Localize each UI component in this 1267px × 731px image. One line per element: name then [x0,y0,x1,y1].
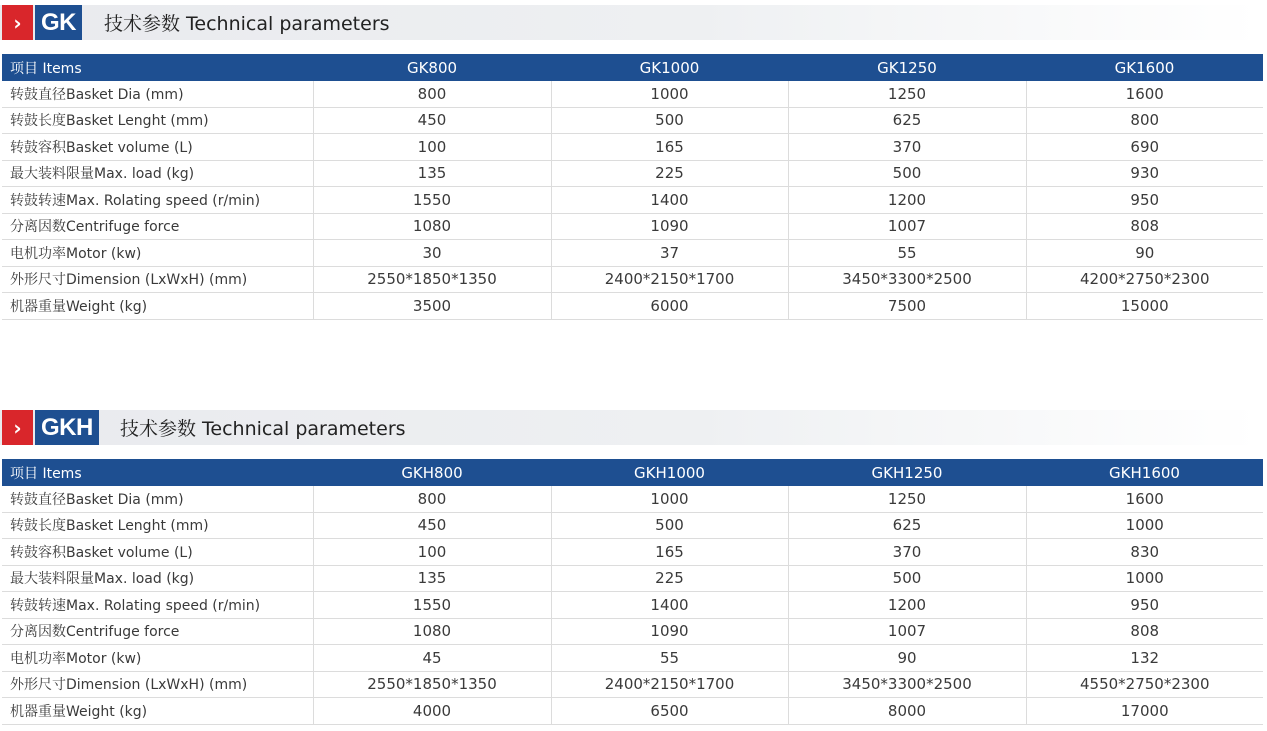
parameter-value: 4000 [313,698,551,725]
parameter-value: 100 [313,539,551,566]
parameter-value: 800 [313,486,551,512]
parameter-value: 1400 [551,592,788,619]
parameter-value: 225 [551,160,788,187]
column-header-model: GK1250 [788,54,1026,81]
table-row [2,107,1263,134]
parameter-value: 2400*2150*1700 [551,266,788,293]
parameter-value: 1007 [788,618,1026,645]
parameter-value: 500 [788,565,1026,592]
table-row [2,512,1263,539]
parameter-value: 7500 [788,293,1026,320]
parameter-value: 45 [313,645,551,672]
model-code: GK [35,5,82,40]
parameter-value: 450 [313,107,551,134]
table-row [2,293,1263,320]
parameter-label: 转鼓长度Basket Lenght (mm) [2,512,313,539]
parameter-value: 6000 [551,293,788,320]
parameter-value: 225 [551,565,788,592]
table-row [2,565,1263,592]
parameter-value: 1000 [551,81,788,107]
parameter-label: 外形尺寸Dimension (LxWxH) (mm) [2,671,313,698]
parameter-value: 3450*3300*2500 [788,266,1026,293]
parameter-value: 1000 [551,486,788,512]
parameter-label: 机器重量Weight (kg) [2,293,313,320]
column-header-items: 项目 Items [2,54,313,81]
parameter-value: 950 [1026,187,1263,214]
parameter-value: 1000 [1026,512,1263,539]
parameter-label: 转鼓转速Max. Rolating speed (r/min) [2,592,313,619]
parameter-value: 800 [313,81,551,107]
parameter-value: 1000 [1026,565,1263,592]
parameter-value: 4550*2750*2300 [1026,671,1263,698]
column-header-model: GK800 [313,54,551,81]
parameter-value: 808 [1026,213,1263,240]
parameter-value: 37 [551,240,788,267]
parameter-value: 55 [788,240,1026,267]
parameter-value: 1400 [551,187,788,214]
parameter-value: 690 [1026,134,1263,161]
parameter-value: 830 [1026,539,1263,566]
parameter-value: 625 [788,512,1026,539]
parameter-value: 950 [1026,592,1263,619]
column-header-model: GK1000 [551,54,788,81]
column-header-model: GKH1250 [788,459,1026,486]
parameter-value: 1600 [1026,486,1263,512]
column-header-model: GKH1000 [551,459,788,486]
parameter-value: 15000 [1026,293,1263,320]
parameter-value: 1550 [313,592,551,619]
parameter-value: 132 [1026,645,1263,672]
parameter-value: 1090 [551,213,788,240]
table-row [2,134,1263,161]
parameter-value: 8000 [788,698,1026,725]
parameters-table [2,459,1263,725]
parameter-value: 1550 [313,187,551,214]
table-row [2,187,1263,214]
model-code: GKH [35,410,99,445]
parameter-value: 1200 [788,592,1026,619]
chevron-right-icon: › [2,5,33,40]
parameter-value: 135 [313,160,551,187]
parameter-value: 370 [788,134,1026,161]
table-header-row [2,459,1263,486]
parameter-value: 500 [551,107,788,134]
gkh-parameters-section [0,405,1267,720]
parameter-label: 电机功率Motor (kw) [2,645,313,672]
column-header-model: GKH1600 [1026,459,1263,486]
parameter-value: 30 [313,240,551,267]
section-title: 技术参数 Technical parameters [104,13,390,35]
section-header [0,405,1267,449]
table-header-row [2,54,1263,81]
parameter-value: 90 [1026,240,1263,267]
section-header [0,0,1267,44]
parameter-label: 转鼓直径Basket Dia (mm) [2,486,313,512]
table-row [2,81,1263,107]
table-row [2,160,1263,187]
parameter-value: 1200 [788,187,1026,214]
parameter-value: 1007 [788,213,1026,240]
parameter-label: 分离因数Centrifuge force [2,213,313,240]
parameter-value: 1090 [551,618,788,645]
parameter-value: 165 [551,539,788,566]
parameter-label: 转鼓直径Basket Dia (mm) [2,81,313,107]
table-row [2,592,1263,619]
parameter-value: 165 [551,134,788,161]
table-row [2,240,1263,267]
parameter-value: 808 [1026,618,1263,645]
parameter-value: 1080 [313,618,551,645]
column-header-model: GK1600 [1026,54,1263,81]
table-row [2,486,1263,512]
table-row [2,645,1263,672]
table-row [2,671,1263,698]
parameter-value: 625 [788,107,1026,134]
parameter-value: 2550*1850*1350 [313,671,551,698]
parameter-value: 17000 [1026,698,1263,725]
parameter-label: 转鼓长度Basket Lenght (mm) [2,107,313,134]
parameter-value: 930 [1026,160,1263,187]
parameter-label: 电机功率Motor (kw) [2,240,313,267]
section-title: 技术参数 Technical parameters [120,418,406,440]
column-header-model: GKH800 [313,459,551,486]
parameter-label: 最大装料限量Max. load (kg) [2,565,313,592]
table-row [2,698,1263,725]
parameter-value: 100 [313,134,551,161]
parameter-value: 135 [313,565,551,592]
parameter-label: 外形尺寸Dimension (LxWxH) (mm) [2,266,313,293]
parameter-value: 500 [551,512,788,539]
parameter-value: 450 [313,512,551,539]
parameter-value: 370 [788,539,1026,566]
parameter-value: 1250 [788,486,1026,512]
parameter-value: 6500 [551,698,788,725]
parameter-value: 1080 [313,213,551,240]
parameter-label: 转鼓容积Basket volume (L) [2,134,313,161]
parameter-value: 90 [788,645,1026,672]
chevron-right-icon: › [2,410,33,445]
parameter-value: 3450*3300*2500 [788,671,1026,698]
parameter-value: 55 [551,645,788,672]
table-row [2,618,1263,645]
parameter-value: 1600 [1026,81,1263,107]
parameter-value: 4200*2750*2300 [1026,266,1263,293]
parameters-table [2,54,1263,320]
parameter-value: 1250 [788,81,1026,107]
table-row [2,539,1263,566]
column-header-items: 项目 Items [2,459,313,486]
parameter-label: 转鼓转速Max. Rolating speed (r/min) [2,187,313,214]
parameter-value: 2400*2150*1700 [551,671,788,698]
parameter-label: 最大装料限量Max. load (kg) [2,160,313,187]
gk-parameters-section [0,0,1267,315]
parameter-label: 分离因数Centrifuge force [2,618,313,645]
table-row [2,213,1263,240]
parameter-value: 2550*1850*1350 [313,266,551,293]
parameter-value: 800 [1026,107,1263,134]
parameter-label: 转鼓容积Basket volume (L) [2,539,313,566]
table-row [2,266,1263,293]
parameter-value: 3500 [313,293,551,320]
parameter-label: 机器重量Weight (kg) [2,698,313,725]
parameter-value: 500 [788,160,1026,187]
